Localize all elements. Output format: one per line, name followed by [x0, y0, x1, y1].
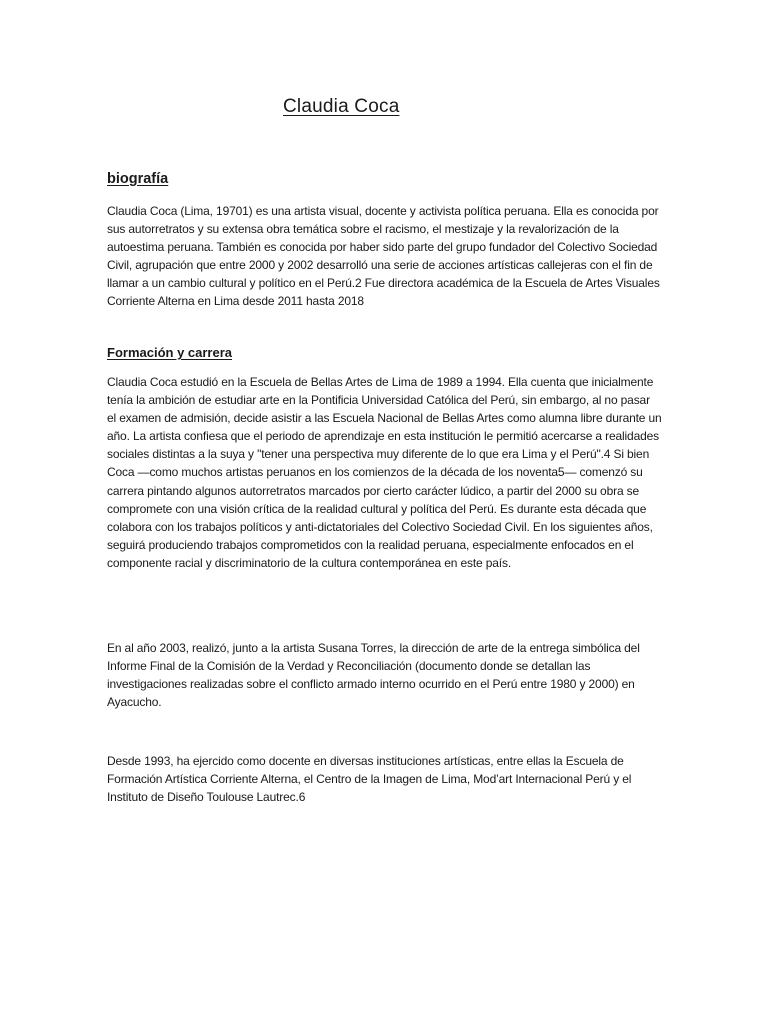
formacion-paragraph-1: Claudia Coca estudió en la Escuela de Bellas Artes de Lima de 1989 a 1994. Ella cuenta que inicialmente tenía la ambición de estudiar arte en la Pontificia Universidad Católica del Perú, sin embargo, al no pasar el examen de admisión, decide asistir a las Escuela Nacional de Bellas Artes como alumna libre durante un año. La artista confiesa que el periodo de aprendizaje en esta institución le permitió acercarse a realidades sociales distintas a la suya y "tener una perspectiva muy diferente de lo que era Lima y el Perú".4 Si bien Coca —como muchos artistas peruanos en los comienzos de la década de los noventa5— comenzó su carrera pintando algunos autorretratos marcados por cierto carácter lúdico, a partir del 2000 su obra se compromete con una visión crítica de la realidad cultural y política del Perú. Es durante esta década que colabora con los trabajos políticos y anti-dictatoriales del Colectivo Sociedad Civil. En los siguientes años, seguirá produciendo trabajos comprometidos con la realidad peruana, especialmente enfocados en el componente racial y discriminatorio de la cultura contemporánea en este país.	[107, 375, 662, 570]
biography-paragraph: Claudia Coca (Lima, 19701) es una artista visual, docente y activista política peruana. Ella es conocida por sus autorretratos y su extensa obra temática sobre el racismo, el mestizaje y la revalorización de la autoestima peruana. También es conocida por haber sido parte del grupo fundador del Colectivo Sociedad Civil, agrupación que entre 2000 y 2002 desarrolló una serie de acciones artísticas callejeras con el fin de llamar a un cambio cultural y político en el Perú.2 Fue directora académica de la Escuela de Artes Visuales Corriente Alterna en Lima desde 2011 hasta 2018	[107, 204, 660, 309]
section-heading-formacion: Formación y carrera	[107, 345, 233, 360]
section-heading-biografia: biografía	[107, 171, 169, 187]
formacion-paragraph-3: Desde 1993, ha ejercido como docente en diversas instituciones artísticas, entre ellas la Escuela de Formación Artística Corriente Alterna, el Centro de la Imagen de Lima, Mod’art Internacional Perú y el Instituto de Diseño Toulouse Lautrec.6	[107, 754, 632, 805]
formacion-paragraph-2: En al año 2003, realizó, junto a la artista Susana Torres, la dirección de arte de la entrega simbólica del Informe Final de la Comisión de la Verdad y Reconciliación (documento donde se detallan las investigaciones realizadas sobre el conflicto armado interno ocurrido en el Perú entre 1980 y 2000) en Ayacucho.	[107, 641, 640, 710]
page-title: Claudia Coca	[283, 96, 400, 117]
